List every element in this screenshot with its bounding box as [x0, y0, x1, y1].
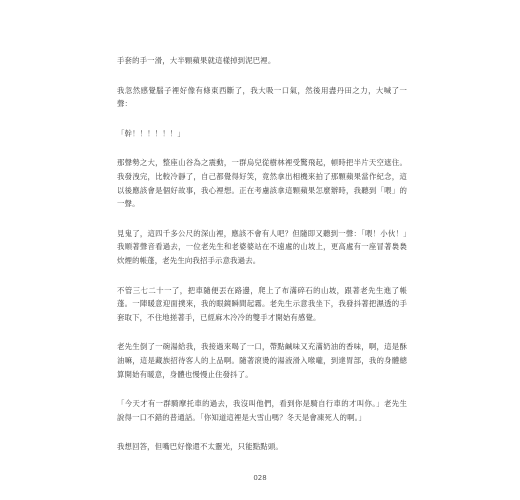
- paragraph: 老先生倒了一碗湯給我，我接過來喝了一口，帶點鹹味又充滿奶油的香味，啊，這是酥油嘛，這是藏族招待客人的上品啊。隨著滾燙的湯液滑入喉嚨，到達胃部，我的身體總算開始有暖意，身體也慢慢止住發抖了。: [117, 342, 407, 379]
- paragraph: 「幹！！！！！！」: [117, 128, 185, 138]
- book-page-body: [117, 54, 407, 470]
- paragraph: 我忽然感覺腦子裡好像有條東西斷了，我大吸一口氣，然後用盡丹田之力，大喊了一聲：: [117, 85, 407, 109]
- page-number: 028: [253, 474, 267, 482]
- paragraph: 不管三七二十一了，把車隨便丟在路邊，爬上了布滿碎石的山坡，跟著老先生進了帳蓬。一陣暖意迎面撲來，我的眼鏡瞬間起霧。老先生示意我坐下，我發抖著把濕透的手套取下，不住地搓著手，已經麻木冷冷的雙手才開始有感覺。: [117, 285, 407, 322]
- paragraph: 見鬼了，這四千多公尺的深山裡，應該不會有人吧？但隨即又聽到一聲：「喂！小伙！」我順著聲音看過去，一位老先生和老婆婆站在不遠處的山坡上，更高處有一座冒著裊裊炊煙的帳蓬，老先生向我招手示意我過去。: [117, 228, 407, 265]
- paragraph: 手套的手一滑，大半顆蘋果就這樣掉到泥巴裡。: [117, 56, 276, 65]
- paragraph: 我想回答，但嘴巴好像還不太靈光，只能點點頭。: [117, 442, 283, 452]
- paragraph: 「今天才有一群騎摩托車的過去，我沒叫他們，看到你是騎自行車的才叫你。」老先生說得一口不錯的普通話。「你知道這裡是大雪山嗎？冬天是會凍死人的啊。」: [117, 399, 407, 422]
- paragraph: 那聲勢之大，整座山谷為之震動，一群烏兒從樹林裡受驚飛起，頓時把半片天空遮住。我發洩完，比較冷靜了，自己都覺得好笑，竟然拿出相機來拍了那顆蘋果當作紀念，這以後應該會是個好故事，我心裡想。正在考慮該拿這顆蘋果怎麼辦時，我聽到「喂」的一聲。: [117, 158, 407, 209]
